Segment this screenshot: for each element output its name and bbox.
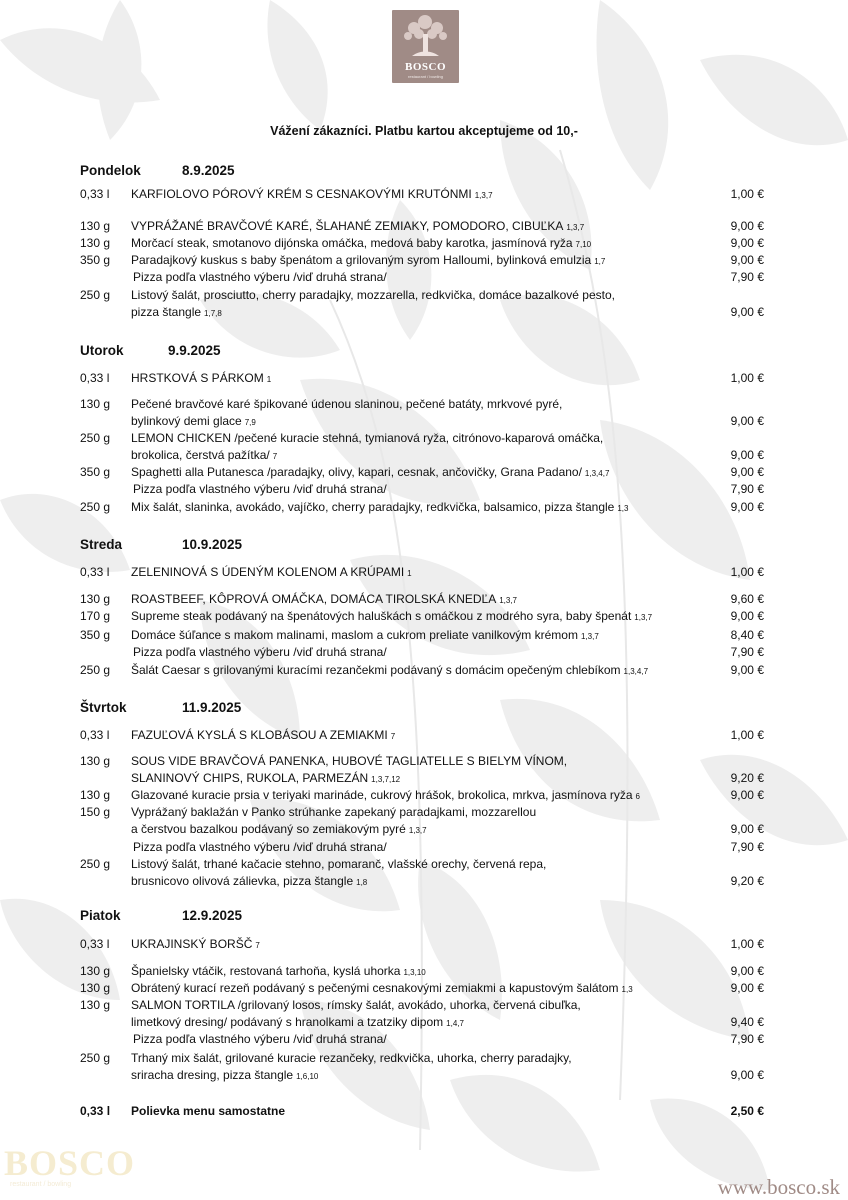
item-description: [131, 753, 701, 789]
item-description: [131, 644, 701, 661]
footer-subtitle: restaurant / bowling: [10, 1181, 72, 1188]
item-description: [131, 481, 701, 498]
item-price: 1,00 €: [730, 187, 764, 201]
item-price: 1,00 €: [730, 937, 764, 951]
item-price: 1,00 €: [730, 371, 764, 385]
item-price: 9,00 €: [730, 964, 764, 978]
day-name: Piatok: [80, 908, 121, 923]
item-description: [131, 499, 701, 518]
allergen-codes: 1,3,7: [474, 191, 493, 200]
item-price: 9,00 €: [730, 981, 764, 995]
item-description: [131, 839, 701, 856]
item-description: [131, 963, 701, 982]
item-quantity: 130 g: [80, 754, 111, 768]
item-description: [131, 662, 701, 681]
description-line: [131, 304, 701, 323]
item-price: 7,90 €: [730, 270, 764, 284]
item-quantity: 250 g: [80, 431, 111, 445]
description-text: Supreme steak podávaný na špenátových haluškách s omáčkou z modrého syra, baby špenát: [131, 609, 632, 623]
item-quantity: 250 g: [80, 500, 111, 514]
description-text: Obrátený kurací rezeň podávaný s pečenými cesnakovými zemiakmi a kapustovým šalátom: [131, 981, 619, 995]
description-text: Pizza podľa vlastného výberu /viď druhá strana/: [133, 482, 387, 496]
item-price: 9,00 €: [730, 465, 764, 479]
description-text: Španielsky vtáčik, restovaná tarhoňa, kyslá uhorka: [131, 964, 401, 978]
description-text: FAZUĽOVÁ KYSLÁ S KLOBÁSOU A ZEMIAKMI: [131, 728, 388, 742]
description-text: SALMON TORTILA /grilovaný losos, rímsky šalát, avokádo, uhorka, červená cibuľka,: [131, 998, 581, 1012]
description-text: ZELENINOVÁ S ÚDENÝM KOLENOM A KRÚPAMI: [131, 565, 405, 579]
description-line: [131, 997, 701, 1014]
item-quantity: 350 g: [80, 253, 111, 267]
description-text: Vyprážaný baklažán v Panko strúhanke zapekaný paradajkami, mozzarellou: [131, 805, 537, 819]
allergen-codes: 1,6,10: [296, 1071, 319, 1081]
item-quantity: 0,33 l: [80, 565, 110, 579]
description-line: [131, 447, 701, 466]
item-price: 9,00 €: [730, 447, 764, 462]
description-text: LEMON CHICKEN /pečené kuracie stehná, tymianová ryža, citrónovo-kaparová omáčka,: [131, 431, 604, 445]
item-quantity: 130 g: [80, 592, 111, 606]
description-line: [131, 608, 701, 627]
item-quantity: 0,33 l: [80, 187, 110, 201]
allergen-codes: 1,3,7: [580, 632, 599, 641]
allergen-codes: 7: [255, 941, 260, 950]
allergen-codes: 7,9: [244, 417, 256, 427]
description-line: [131, 662, 701, 681]
description-line: [131, 430, 701, 447]
item-quantity: 130 g: [80, 397, 111, 411]
day-header: [80, 163, 235, 178]
day-date: 11.9.2025: [182, 700, 242, 715]
description-line: [131, 1050, 701, 1067]
item-price: 9,00 €: [730, 788, 764, 802]
description-text: SOUS VIDE BRAVČOVÁ PANENKA, HUBOVÉ TAGLIATELLE S BIELYM VÍNOM,: [131, 754, 568, 768]
item-description: [131, 787, 701, 806]
allergen-codes: 1,7,8: [204, 308, 222, 318]
description-text: bylinkový demi glace: [131, 413, 242, 428]
day-name: Štvrtok: [80, 700, 127, 715]
item-price: 9,60 €: [730, 592, 764, 606]
day-name: Streda: [80, 537, 123, 552]
description-line: [131, 499, 701, 518]
description-text: brusnicovo olivová zálievka, pizza štangle: [131, 873, 354, 888]
description-line: [131, 963, 701, 982]
allergen-codes: 1,3,7,12: [371, 774, 401, 784]
item-quantity: 130 g: [80, 788, 111, 802]
item-quantity: 350 g: [80, 628, 111, 642]
item-quantity: 170 g: [80, 609, 111, 623]
description-line: [131, 753, 701, 770]
item-price: 9,00 €: [730, 253, 764, 267]
description-line: [131, 627, 701, 646]
item-price: 9,00 €: [730, 663, 764, 677]
item-price: 7,90 €: [730, 482, 764, 496]
item-description: [131, 856, 701, 892]
allergen-codes: 7,10: [575, 240, 592, 249]
allergen-codes: 1,3,7: [634, 613, 653, 622]
day-date: 10.9.2025: [182, 537, 243, 552]
item-description: [131, 430, 701, 466]
description-text: Mix šalát, slaninka, avokádo, vajíčko, cherry paradajky, redkvička, balsamico, pizza štangle: [131, 500, 615, 514]
item-price: 9,40 €: [730, 1014, 764, 1029]
item-price: 9,00 €: [730, 1067, 764, 1082]
item-description: [131, 218, 701, 237]
item-description: [131, 608, 701, 627]
item-price: 9,00 €: [730, 821, 764, 836]
item-quantity: 150 g: [80, 805, 111, 819]
description-line: [131, 1014, 701, 1033]
item-price: 9,00 €: [730, 304, 764, 319]
item-description: [131, 804, 701, 840]
description-text: Spaghetti alla Putanesca /paradajky, olivy, kapari, cesnak, ančovičky, Grana Padano/: [131, 465, 582, 479]
description-text: Paradajkový kuskus s baby špenátom a grilovaným syrom Halloumi, bylinková emulzia: [131, 253, 592, 267]
allergen-codes: 1,7: [594, 257, 606, 266]
description-line: [131, 804, 701, 821]
description-text: Trhaný mix šalát, grilované kuracie rezančeky, redkvička, uhorka, cherry paradajky,: [131, 1051, 572, 1065]
allergen-codes: 1,8: [356, 877, 368, 887]
description-line: [131, 481, 701, 498]
allergen-codes: 7: [272, 451, 278, 461]
description-text: Pizza podľa vlastného výberu /viď druhá strana/: [133, 1032, 387, 1046]
day-date: 9.9.2025: [168, 343, 221, 358]
item-quantity: 350 g: [80, 465, 111, 479]
description-line: [131, 186, 701, 205]
allergen-codes: 1,3: [621, 985, 633, 994]
allergen-codes: 7: [390, 732, 396, 741]
description-line: [131, 564, 701, 583]
allergen-codes: 1,4,7: [446, 1018, 464, 1028]
item-description: [131, 464, 701, 483]
description-line: [131, 936, 701, 955]
item-quantity: 130 g: [80, 964, 111, 978]
item-description: [131, 980, 701, 999]
item-description: [131, 287, 701, 323]
item-price: 9,00 €: [730, 413, 764, 428]
description-text: SLANINOVÝ CHIPS, RUKOLA, PARMEZÁN: [131, 770, 369, 785]
bosco-logo: [392, 10, 459, 83]
description-line: [131, 370, 701, 389]
allergen-codes: 1,3: [617, 504, 629, 513]
allergen-codes: 1,3,4,7: [584, 469, 610, 478]
day-header: [80, 537, 243, 552]
description-line: [131, 591, 701, 610]
allergen-codes: 1: [407, 569, 412, 578]
item-description: [131, 252, 701, 271]
item-quantity: 130 g: [80, 998, 111, 1012]
item-quantity: 250 g: [80, 857, 111, 871]
description-line: [131, 235, 701, 254]
description-line: [131, 873, 701, 892]
description-text: Glazované kuracie prsia v teriyaki marináde, cukrový hrášok, brokolica, mrkva, jasmínova ryža: [131, 788, 633, 802]
day-header: [80, 700, 242, 715]
item-description: [131, 627, 701, 646]
description-line: [131, 269, 701, 286]
footer-brand: BOSCO: [4, 1143, 136, 1183]
description-text: pizza štangle: [131, 304, 202, 319]
description-text: Pizza podľa vlastného výberu /viď druhá strana/: [133, 840, 387, 854]
description-line: [131, 252, 701, 271]
description-line: [131, 727, 701, 746]
allergen-codes: 1,3,7: [499, 596, 517, 605]
soup-only-qty: 0,33 l: [80, 1104, 111, 1118]
item-price: 7,90 €: [730, 645, 764, 659]
item-quantity: 0,33 l: [80, 728, 110, 742]
day-date: 12.9.2025: [182, 908, 243, 923]
description-line: [131, 770, 701, 789]
description-text: VYPRÁŽANÉ BRAVČOVÉ KARÉ, ŠLAHANÉ ZEMIAKY, POMODORO, CIBUĽKA: [131, 219, 564, 233]
item-price: 7,90 €: [730, 1032, 764, 1046]
description-line: [131, 839, 701, 856]
description-line: [131, 856, 701, 873]
item-description: [131, 370, 701, 389]
item-description: [131, 564, 701, 583]
description-text: Pizza podľa vlastného výberu /viď druhá strana/: [133, 270, 387, 284]
tree-icon: [392, 10, 459, 60]
description-line: [131, 1067, 701, 1086]
description-line: [131, 413, 701, 432]
description-line: [131, 787, 701, 806]
description-line: [131, 464, 701, 483]
description-line: [131, 980, 701, 999]
description-text: brokolica, čerstvá pažítka/: [131, 447, 270, 462]
allergen-codes: 1,3,4,7: [623, 667, 649, 676]
description-text: a čerstvou bazalkou podávaný so zemiakovým pyré: [131, 821, 406, 836]
description-text: Pečené bravčové karé špikované údenou slaninou, pečené batáty, mrkvové pyré,: [131, 397, 563, 411]
item-price: 9,00 €: [730, 500, 764, 514]
item-quantity: 250 g: [80, 663, 111, 677]
item-description: [131, 396, 701, 432]
day-header: [80, 343, 221, 358]
item-description: [131, 591, 701, 610]
item-quantity: 250 g: [80, 288, 111, 302]
description-line: [131, 821, 701, 840]
description-text: KARFIOLOVO PÓROVÝ KRÉM S CESNAKOVÝMI KRUTÓNMI: [131, 187, 472, 201]
item-quantity: 130 g: [80, 236, 111, 250]
allergen-codes: 6: [635, 792, 640, 801]
description-text: Šalát Caesar s grilovanými kuracími rezančekmi podávaný s domácim opečeným chlebíkom: [131, 663, 621, 677]
description-line: [131, 644, 701, 661]
description-text: sriracha dresing, pizza štangle: [131, 1067, 294, 1082]
description-line: [131, 1031, 701, 1048]
item-price: 7,90 €: [730, 840, 764, 854]
item-description: [131, 269, 701, 286]
item-price: 8,40 €: [730, 628, 764, 642]
description-text: Morčací steak, smotanovo dijónska omáčka, medová baby karotka, jasmínová ryža: [131, 236, 573, 250]
item-description: [131, 997, 701, 1033]
item-quantity: 130 g: [80, 219, 111, 233]
footer-url[interactable]: www.bosco.sk: [717, 1175, 840, 1199]
soup-only-price: 2,50 €: [730, 1104, 764, 1118]
description-line: [131, 287, 701, 304]
description-text: Domáce šúľance s makom malinami, maslom a cukrom preliate vanilkovým krémom: [131, 628, 578, 642]
item-price: 9,00 €: [730, 219, 764, 233]
item-quantity: 130 g: [80, 981, 111, 995]
item-description: [131, 186, 701, 205]
item-price: 1,00 €: [730, 565, 764, 579]
item-price: 9,00 €: [730, 609, 764, 623]
description-text: Listový šalát, prosciutto, cherry paradajky, mozzarella, redkvička, domáce bazalkové pesto,: [131, 288, 615, 302]
allergen-codes: 1,3,10: [403, 968, 426, 977]
item-price: 9,00 €: [730, 236, 764, 250]
item-quantity: 250 g: [80, 1051, 111, 1065]
item-description: [131, 235, 701, 254]
day-header: [80, 908, 243, 923]
allergen-codes: 1: [266, 375, 272, 384]
item-description: [131, 727, 701, 746]
item-quantity: 0,33 l: [80, 937, 110, 951]
item-price: 9,20 €: [730, 770, 764, 785]
description-text: UKRAJINSKÝ BORŠČ: [131, 937, 253, 951]
allergen-codes: 1,3,7: [408, 825, 427, 835]
description-text: limetkový dresing/ podávaný s hranolkami a tzatziky dipom: [131, 1014, 444, 1029]
day-name: Utorok: [80, 343, 124, 358]
logo-name: BOSCO: [404, 61, 446, 73]
description-text: Pizza podľa vlastného výberu /viď druhá strana/: [133, 645, 387, 659]
description-text: ROASTBEEF, KÔPROVÁ OMÁČKA, DOMÁCA TIROLSKÁ KNEDĽA: [131, 592, 497, 606]
description-text: HRSTKOVÁ S PÁRKOM: [131, 371, 264, 385]
item-price: 1,00 €: [730, 728, 764, 742]
day-name: Pondelok: [80, 163, 141, 178]
description-line: [131, 218, 701, 237]
item-description: [131, 936, 701, 955]
payment-notice: Vážení zákazníci. Platbu kartou akceptujeme od 10,-: [270, 124, 578, 138]
allergen-codes: 1,3,7: [566, 223, 585, 232]
soup-only-label: Polievka menu samostatne: [131, 1104, 286, 1118]
description-text: Listový šalát, trhané kačacie stehno, pomaranč, vlašské orechy, červená repa,: [131, 857, 547, 871]
item-price: 9,20 €: [730, 873, 764, 888]
item-quantity: 0,33 l: [80, 371, 110, 385]
day-date: 8.9.2025: [182, 163, 235, 178]
description-line: [131, 396, 701, 413]
logo-subtitle: restaurant / bowling: [408, 74, 443, 79]
item-description: [131, 1050, 701, 1086]
item-description: [131, 1031, 701, 1048]
